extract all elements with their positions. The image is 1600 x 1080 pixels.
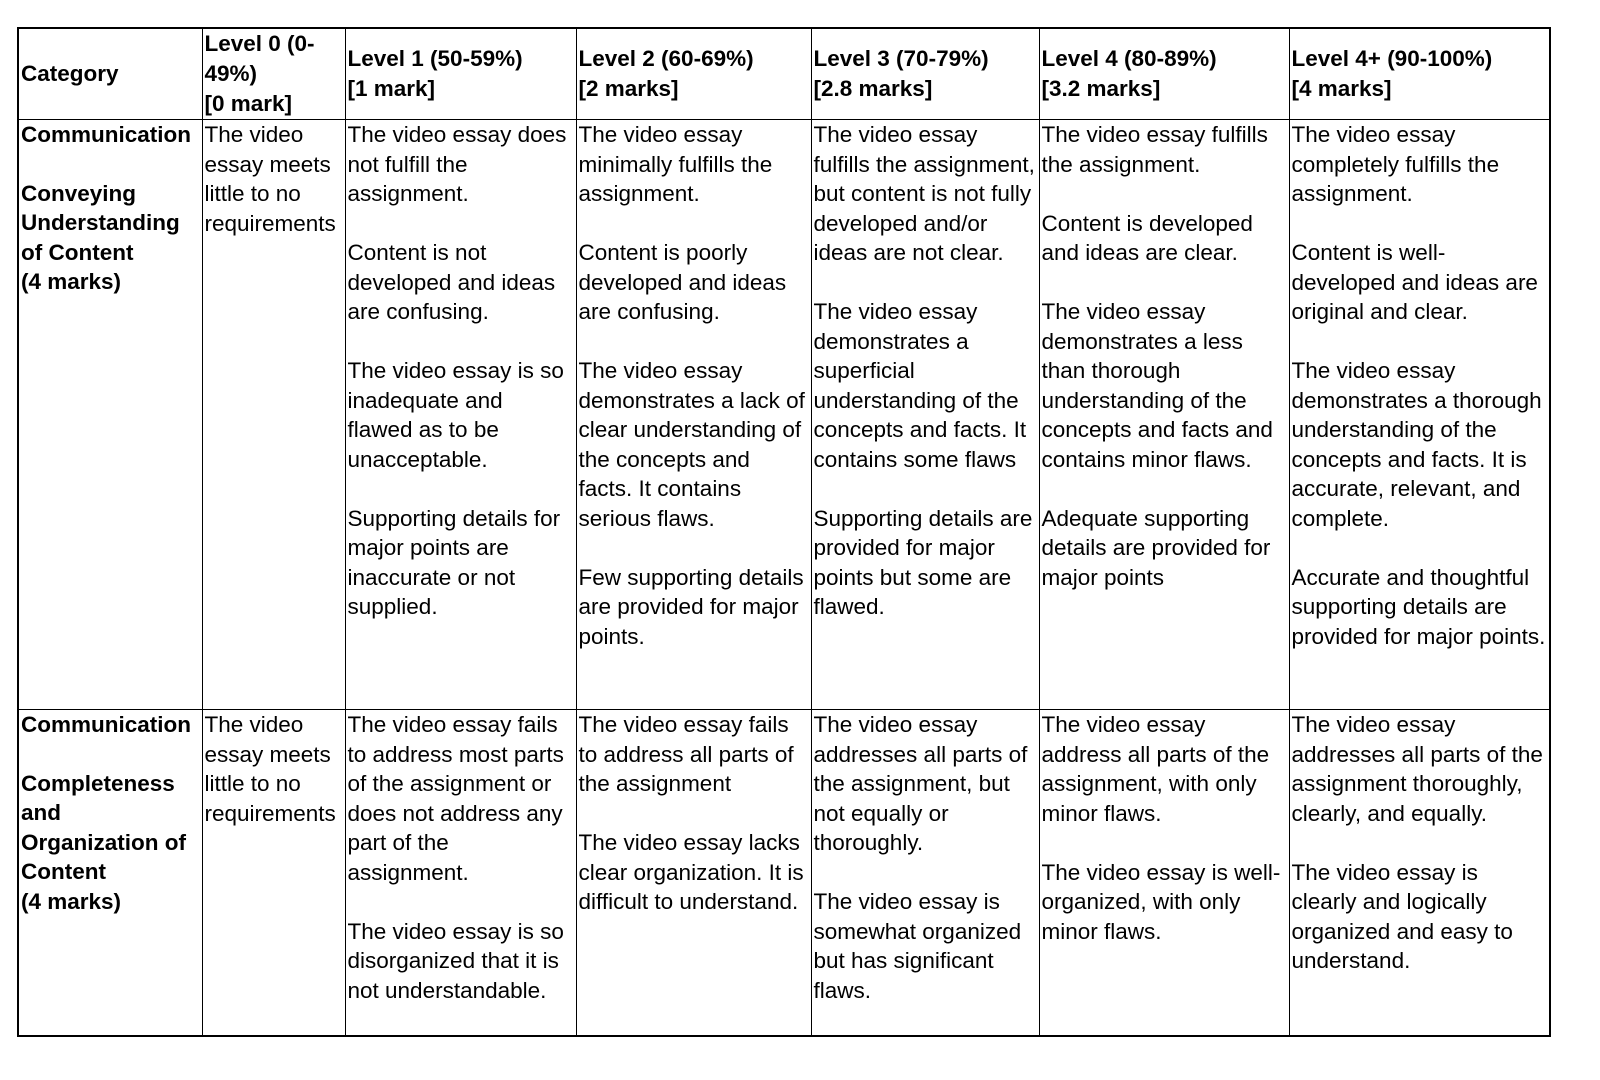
category-cell	[18, 120, 202, 710]
descriptor-text: The video essay meets little to no requirements	[204, 122, 336, 236]
descriptor-text: The video essay minimally fulfills the assignment.	[578, 122, 773, 206]
header-level-3	[811, 28, 1039, 120]
header-level-0	[202, 28, 345, 120]
rubric-table	[17, 27, 1551, 1037]
descriptor-text: Content is poorly developed and ideas are confusing.	[578, 240, 787, 324]
descriptor-text: The video essay meets little to no requirements	[204, 712, 336, 826]
header-level-0-line-1: Level 0 (0-	[204, 31, 315, 56]
category-title: Communication	[21, 712, 192, 737]
descriptor-text: The video essay fulfills the assignment, but content is not fully developed and/or ideas are not clear.	[813, 122, 1035, 265]
header-level-1	[345, 28, 576, 120]
header-level-0-line-2: 49%)	[204, 61, 258, 86]
descriptor-text: The video essay demonstrates a superficial understanding of the concepts and facts. It contains some flaws	[813, 299, 1027, 472]
level-0-cell	[202, 710, 345, 1036]
descriptor-text: The video essay is somewhat organized but has significant flaws.	[813, 889, 1022, 1003]
level-4-cell	[1039, 120, 1289, 710]
header-level-3-line-2: [2.8 marks]	[813, 76, 933, 101]
header-level-0-line-3: [0 mark]	[204, 91, 293, 116]
descriptor-text: The video essay fails to address all parts of the assignment	[578, 712, 794, 796]
descriptor-text: The video essay fails to address most parts of the assignment or does not address any part of the assignment.	[347, 712, 564, 885]
descriptor-text: Content is not developed and ideas are confusing.	[347, 240, 556, 324]
header-level-4-line-2: [3.2 marks]	[1041, 76, 1161, 101]
descriptor-text: Content is developed and ideas are clear.	[1041, 210, 1253, 265]
category-marks: (4 marks)	[21, 269, 122, 294]
header-level-4	[1039, 28, 1289, 120]
header-level-2-line-1: Level 2 (60-69%)	[578, 46, 754, 71]
descriptor-text: The video essay is so disorganized that it is not understandable.	[347, 918, 564, 1003]
header-level-2	[576, 28, 811, 120]
descriptor-text: The video essay does not fulfill the assignment.	[347, 122, 567, 206]
level-0-cell	[202, 120, 345, 710]
level-3-cell	[811, 710, 1039, 1036]
level-2-cell	[576, 710, 811, 1036]
level-3-cell	[811, 120, 1039, 710]
category-subtitle: Completeness and Organization of Content	[21, 770, 186, 884]
level-4-plus-cell	[1289, 120, 1550, 710]
header-level-2-line-2: [2 marks]	[578, 76, 679, 101]
category-subtitle: Conveying Understanding of Content	[21, 180, 180, 265]
header-level-1-line-1: Level 1 (50-59%)	[347, 46, 523, 71]
descriptor-text: Content is well-developed and ideas are original and clear.	[1291, 240, 1538, 324]
level-4-cell	[1039, 710, 1289, 1036]
header-category-line-1: Category	[21, 61, 119, 86]
descriptor-text: The video essay is well-organized, with only minor flaws.	[1041, 859, 1281, 944]
header-row	[18, 28, 1550, 120]
descriptor-text: The video essay is clearly and logically organized and easy to understand.	[1291, 859, 1513, 973]
descriptor-text: The video essay completely fulfills the assignment.	[1291, 122, 1500, 206]
header-level-4-plus-line-1: Level 4+ (90-100%)	[1291, 46, 1493, 71]
descriptor-text: Adequate supporting details are provided for major points	[1041, 505, 1271, 590]
descriptor-text: The video essay demonstrates a lack of clear understanding of the concepts and facts. It contains serious flaws.	[578, 358, 805, 531]
rubric-body	[18, 120, 1550, 1036]
header-level-4-plus-line-2: [4 marks]	[1291, 76, 1392, 101]
category-cell	[18, 710, 202, 1036]
descriptor-text: The video essay demonstrates a less than thorough understanding of the concepts and facts and contains minor flaws.	[1041, 299, 1273, 472]
descriptor-text: Accurate and thoughtful supporting details are provided for major points.	[1291, 564, 1546, 649]
descriptor-text: The video essay lacks clear organization. It is difficult to understand.	[578, 830, 804, 914]
descriptor-text: The video essay fulfills the assignment.	[1041, 122, 1268, 177]
header-level-4-line-1: Level 4 (80-89%)	[1041, 46, 1217, 71]
descriptor-text: Few supporting details are provided for major points.	[578, 564, 804, 649]
descriptor-text: The video essay addresses all parts of the assignment, but not equally or thoroughly.	[813, 712, 1028, 855]
table-row	[18, 120, 1550, 710]
rubric-header	[18, 28, 1550, 120]
header-level-3-line-1: Level 3 (70-79%)	[813, 46, 989, 71]
table-row	[18, 710, 1550, 1036]
descriptor-text: The video essay is so inadequate and flawed as to be unacceptable.	[347, 358, 564, 472]
level-1-cell	[345, 120, 576, 710]
category-title: Communication	[21, 122, 192, 147]
descriptor-text: The video essay address all parts of the assignment, with only minor flaws.	[1041, 712, 1270, 826]
header-category	[18, 28, 202, 120]
header-level-1-line-2: [1 mark]	[347, 76, 436, 101]
category-marks: (4 marks)	[21, 888, 122, 914]
level-2-cell	[576, 120, 811, 710]
header-level-4-plus	[1289, 28, 1550, 120]
descriptor-text: Supporting details for major points are inaccurate or not supplied.	[347, 505, 561, 619]
descriptor-text: The video essay addresses all parts of the assignment thoroughly, clearly, and equally.	[1291, 712, 1543, 826]
level-4-plus-cell	[1289, 710, 1550, 1036]
descriptor-text: The video essay demonstrates a thorough understanding of the concepts and facts. It is accurate, relevant, and complete.	[1291, 358, 1542, 531]
level-1-cell	[345, 710, 576, 1036]
descriptor-text: Supporting details are provided for major points but some are flawed.	[813, 505, 1033, 619]
